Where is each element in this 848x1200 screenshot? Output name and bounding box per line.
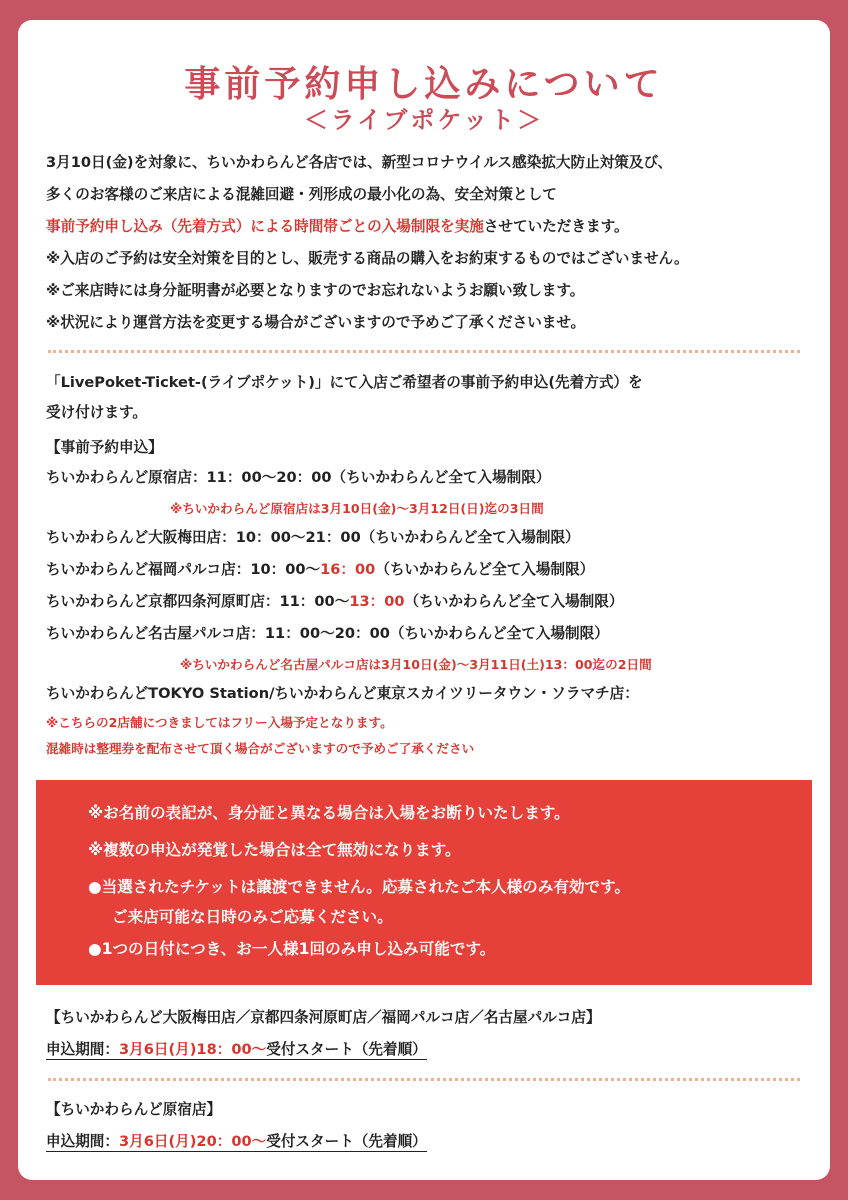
- store-kyoto-rest: （ちいかわらんど全て入場制限）: [404, 593, 624, 610]
- notice-line-4: ご来店可能な日時のみご応募ください。: [112, 908, 393, 926]
- page-title: 事前予約申し込みについて: [184, 64, 664, 105]
- fukuoka-end-time: 16：00: [320, 561, 376, 578]
- store-fukuoka-name: ちいかわらんど福岡パルコ店：10：00～: [46, 561, 321, 578]
- store-fukuoka-rest: （ちいかわらんど全て入場制限）: [375, 561, 595, 578]
- tokyo-note-2: 混雑時は整理券を配布させて頂く場合がございますので予めご了承ください: [46, 741, 475, 756]
- notice-line-3: ●当選されたチケットは譲渡できません。応募されたご本人様のみ有効です。: [88, 878, 631, 896]
- period2-label: 申込期間：: [46, 1133, 119, 1150]
- harajuku-note: ※ちいかわらんど原宿店は3月10日(金)～3月12日(日)迄の3日間: [170, 501, 544, 516]
- store-kyoto-name: ちいかわらんど京都四条河原町店：11：00～: [46, 593, 350, 610]
- store-tokyo: ちいかわらんどTOKYO Station/ちいかわらんど東京スカイツリータウン・ソラマチ店：: [46, 685, 639, 702]
- intro-line-3: [46, 217, 629, 237]
- period2-rest: 受付スタート（先着順）: [266, 1133, 427, 1150]
- intro-note-1: ※入店のご予約は安全対策を目的とし、販売する商品の購入をお約束するものではございません。: [46, 250, 689, 267]
- flyer-card: [18, 20, 830, 1180]
- period2-line: [46, 1132, 427, 1152]
- period1-label: 申込期間：: [46, 1041, 119, 1058]
- notice-line-1: ※お名前の表記が、身分証と異なる場合は入場をお断りいたします。: [88, 804, 570, 822]
- period1-stores: 【ちいかわらんど大阪梅田店／京都四条河原町店／福岡パルコ店／名古屋パルコ店】: [46, 1009, 601, 1026]
- dotted-divider-2: [48, 1078, 800, 1081]
- kyoto-end-time: 13：00: [349, 593, 405, 610]
- livepocket-desc-2: 受け付けます。: [46, 404, 147, 421]
- store-fukuoka: [46, 560, 594, 580]
- store-harajuku: ちいかわらんど原宿店：11：00～20：00（ちいかわらんど全て入場制限）: [46, 469, 551, 486]
- page-subtitle: ＜ライブポケット＞: [303, 106, 545, 134]
- intro-line-1: 3月10日(金)を対象に、ちいかわらんど各店では、新型コロナウイルス感染拡大防止対策及び、: [46, 154, 673, 171]
- period1-date: 3月6日(月)18：00～: [118, 1041, 267, 1058]
- intro-note-3: ※状況により運営方法を変更する場合がございますので予めご了承くださいませ。: [46, 314, 586, 331]
- nagoya-note: ※ちいかわらんど名古屋パルコ店は3月10日(金)～3月11日(土)13：00迄の2日間: [180, 657, 652, 672]
- period2-stores: 【ちいかわらんど原宿店】: [46, 1101, 222, 1118]
- notice-line-2: ※複数の申込が発覚した場合は全て無効になります。: [88, 841, 461, 859]
- intro-note-2: ※ご来店時には身分証明書が必要となりますのでお忘れないようお願い致します。: [46, 282, 585, 299]
- reservation-heading: 【事前予約申込】: [46, 439, 163, 456]
- notice-line-5: ●1つの日付につき、お一人様1回のみ申し込み可能です。: [88, 940, 496, 958]
- period1-rest: 受付スタート（先着順）: [266, 1041, 427, 1058]
- period1-line: [46, 1040, 427, 1060]
- entry-limit-highlight: 事前予約申し込み（先着方式）による時間帯ごとの入場制限を実施: [46, 218, 484, 235]
- store-osaka: ちいかわらんど大阪梅田店：10：00～21：00（ちいかわらんど全て入場制限）: [46, 529, 580, 546]
- store-nagoya: ちいかわらんど名古屋パルコ店：11：00～20：00（ちいかわらんど全て入場制限）: [46, 625, 609, 642]
- notice-box: [36, 780, 812, 985]
- livepocket-desc-1: 「LivePoket-Ticket-(ライブポケット)」にて入店ご希望者の事前予約申込(先着方式）を: [46, 374, 643, 391]
- dotted-divider: [48, 350, 800, 353]
- intro-line-3-rest: させていただきます。: [483, 218, 629, 235]
- intro-line-2: 多くのお客様のご来店による混雑回避・列形成の最小化の為、安全対策として: [46, 186, 557, 203]
- store-kyoto: [46, 592, 623, 612]
- period2-date: 3月6日(月)20：00～: [118, 1133, 267, 1150]
- tokyo-note-1: ※こちらの2店舗につきましてはフリー入場予定となります。: [46, 715, 393, 730]
